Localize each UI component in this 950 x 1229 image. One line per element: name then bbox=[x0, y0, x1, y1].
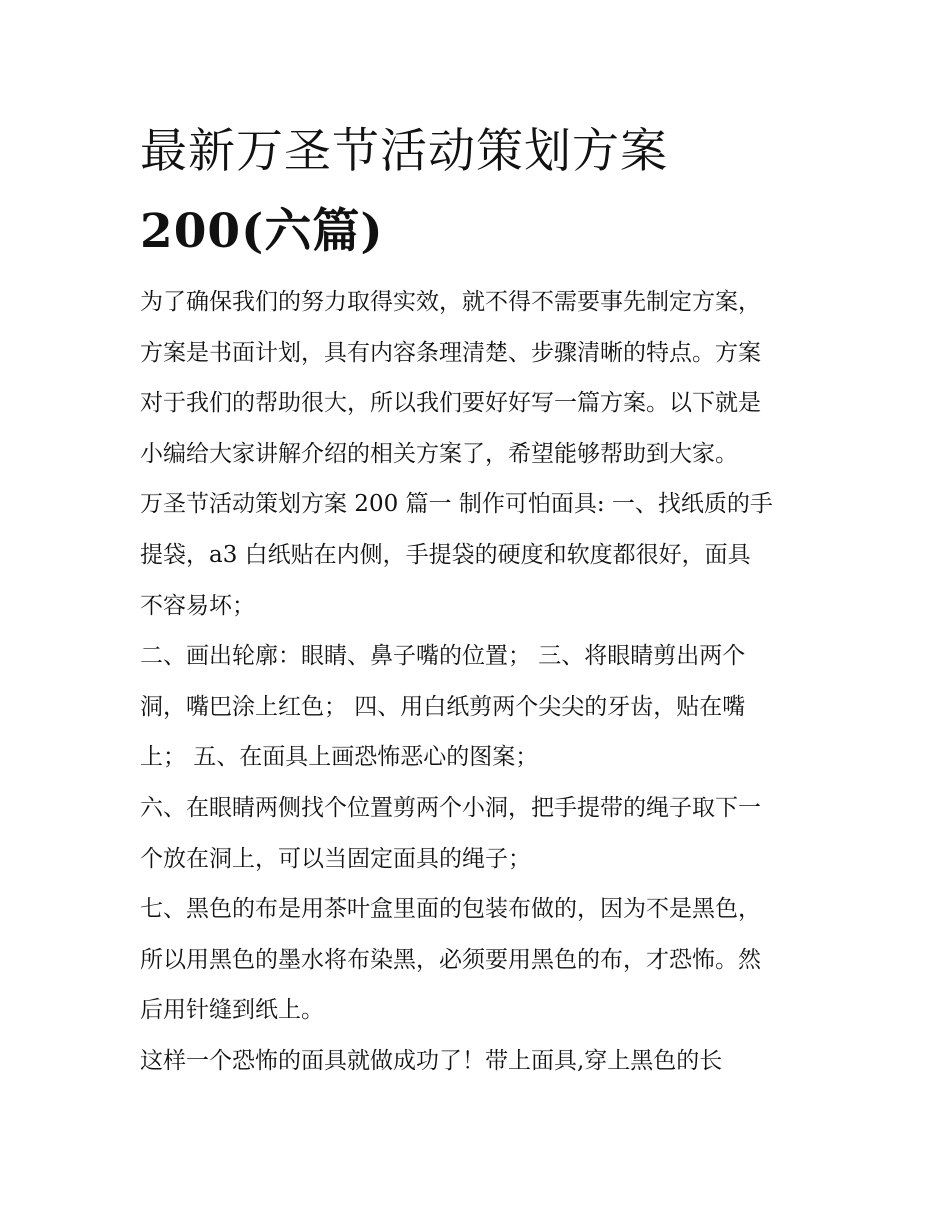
body-line: 七、黑色的布是用茶叶盒里面的包装布做的，因为不是黑色， bbox=[140, 896, 761, 923]
body-line: 个放在洞上，可以当固定面具的绳子； bbox=[140, 845, 531, 872]
body-line: 方案是书面计划，具有内容条理清楚、步骤清晰的特点。方案 bbox=[140, 339, 761, 366]
document-title bbox=[140, 112, 820, 272]
body-line: 二、画出轮廓：眼睛、鼻子嘴的位置； 三、将眼睛剪出两个 bbox=[140, 643, 746, 670]
body-line: 为了确保我们的努力取得实效，就不得不需要事先制定方案， bbox=[140, 289, 761, 315]
body-line: 不容易坏； bbox=[140, 592, 255, 619]
body-line: 对于我们的帮助很大，所以我们要好好写一篇方案。以下就是 bbox=[140, 390, 761, 417]
document-body bbox=[140, 277, 820, 1087]
body-line: 洞，嘴巴涂上红色； 四、用白纸剪两个尖尖的牙齿，贴在嘴 bbox=[140, 693, 746, 720]
body-line: 六、在眼睛两侧找个位置剪两个小洞，把手提带的绳子取下一 bbox=[140, 794, 761, 821]
body-line: 这样一个恐怖的面具就做成功了！带上面具,穿上黑色的长 bbox=[140, 1047, 723, 1074]
title-line-1: 最新万圣节活动策划方案 bbox=[140, 124, 668, 179]
body-line: 提袋，a3 白纸贴在内侧，手提袋的硬度和软度都很好，面具 bbox=[140, 541, 751, 568]
body-line: 小编给大家讲解介绍的相关方案了，希望能够帮助到大家。 bbox=[140, 440, 738, 467]
body-line: 上； 五、在面具上画恐怖恶心的图案； bbox=[140, 744, 539, 771]
title-line-2: 200(六篇) bbox=[140, 204, 384, 259]
body-line: 后用针缝到纸上。 bbox=[140, 997, 324, 1024]
body-line: 万圣节活动策划方案 200 篇一 制作可怕面具: 一、找纸质的手 bbox=[140, 491, 773, 518]
body-line: 所以用黑色的墨水将布染黑，必须要用黑色的布，才恐怖。然 bbox=[140, 946, 761, 973]
